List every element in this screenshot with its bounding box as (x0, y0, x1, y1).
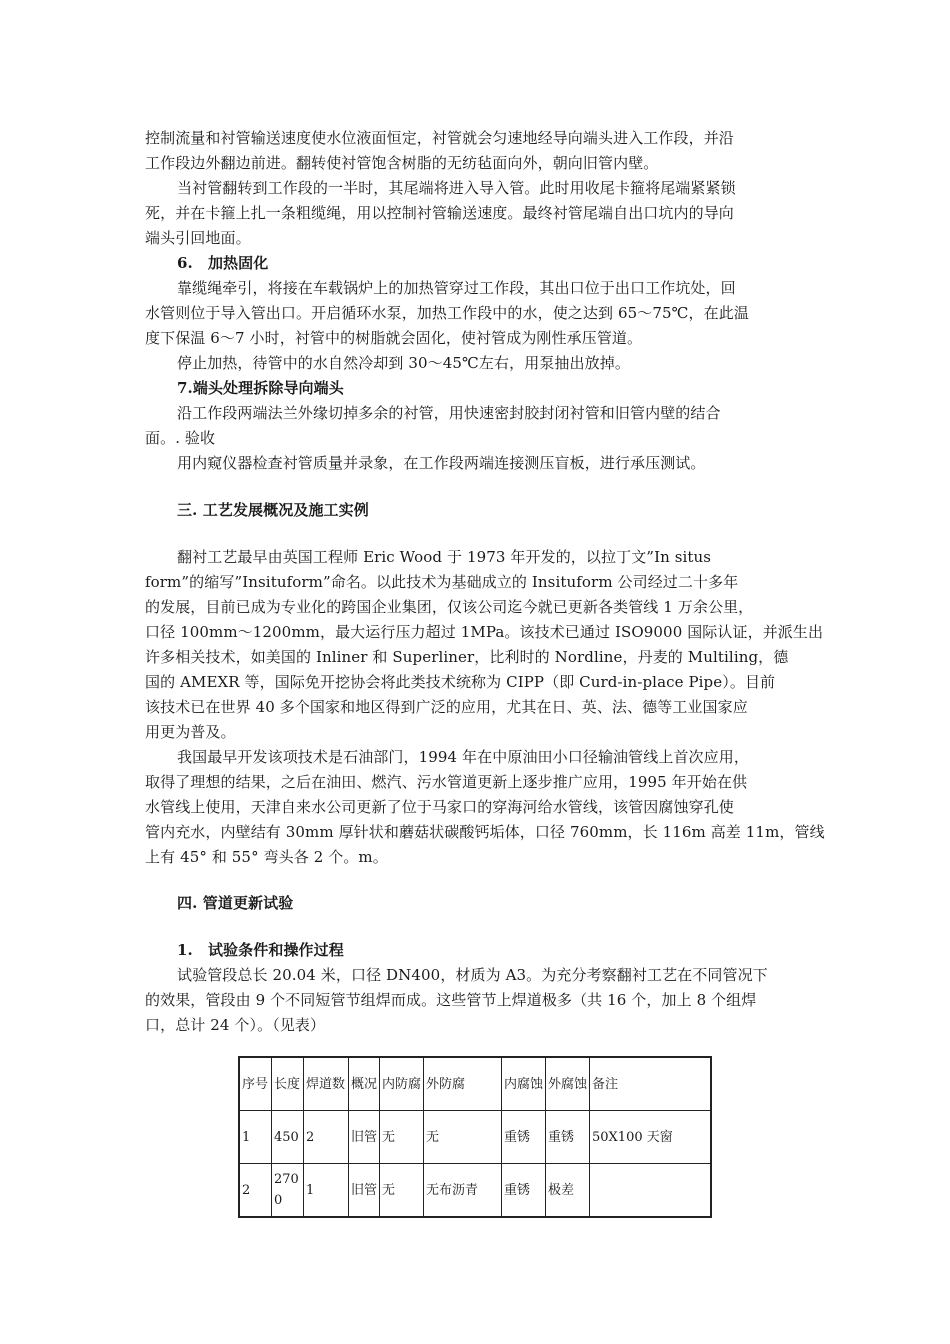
table-cell: 极差 (546, 1164, 590, 1218)
paragraph-line: 的效果，管段由 9 个不同短管节组焊而成。这些管节上焊道极多（共 16 个，加上 8 个组焊 (145, 991, 757, 1009)
pipe-section-table (238, 1056, 712, 1218)
paragraph-line: 取得了理想的结果，之后在油田、燃汽、污水管道更新上逐步推广应用，1995 年开始在供 (145, 773, 748, 791)
table-header-row (239, 1057, 711, 1111)
table-cell (590, 1164, 712, 1218)
section-heading: 6. 加热固化 (177, 254, 269, 272)
table-header-cell: 备注 (590, 1057, 712, 1111)
table-cell: 450 (272, 1111, 304, 1164)
paragraph-line: 该技术已在世界 40 多个国家和地区得到广泛的应用，尤其在日、英、法、德等工业国家应 (145, 698, 748, 716)
paragraph-line: 试验管段总长 20.04 米，口径 DN400，材质为 A3。为充分考察翻衬工艺在不同管况下 (177, 966, 768, 984)
paragraph-line: 上有 45° 和 55° 弯头各 2 个。m。 (145, 848, 388, 866)
table-cell: 2 (239, 1164, 272, 1218)
table-cell: 1 (304, 1164, 349, 1218)
table-cell: 重锈 (502, 1164, 546, 1218)
paragraph-line: 水管线上使用，天津自来水公司更新了位于马家口的穿海河给水管线，该管因腐蚀穿孔使 (145, 798, 734, 816)
table-cell: 2700 (272, 1164, 304, 1218)
paragraph-line: 靠缆绳牵引，将接在车载锅炉上的加热管穿过工作段，其出口位于出口工作坑处，回 (177, 279, 736, 297)
section-heading: 四. 管道更新试验 (177, 894, 294, 912)
table-cell: 重锈 (502, 1111, 546, 1164)
table-row (239, 1111, 711, 1164)
table-cell: 无布沥青 (424, 1164, 502, 1218)
paragraph-line: 翻衬工艺最早由英国工程师 Eric Wood 于 1973 年开发的，以拉丁文”In situs (177, 548, 712, 566)
table-header-cell: 内腐蚀 (502, 1057, 546, 1111)
paragraph-line: 停止加热，待管中的水自然冷却到 30～45℃左右，用泵抽出放掉。 (177, 354, 630, 372)
section-heading: 三. 工艺发展概况及施工实例 (177, 501, 369, 519)
table-header-cell: 外腐蚀 (546, 1057, 590, 1111)
paragraph-line: 死，并在卡箍上扎一条粗缆绳，用以控制衬管输送速度。最终衬管尾端自出口坑内的导向 (145, 204, 734, 222)
paragraph-line: form”的缩写”Insituform”命名。以此技术为基础成立的 Insituform 公司经过二十多年 (145, 573, 739, 591)
table-cell: 无 (424, 1111, 502, 1164)
section-heading: 7.端头处理拆除导向端头 (177, 379, 344, 397)
paragraph-line: 当衬管翻转到工作段的一半时，其尾端将进入导入管。此时用收尾卡箍将尾端紧紧锁 (177, 179, 736, 197)
table-cell: 1 (239, 1111, 272, 1164)
paragraph-line: 控制流量和衬管输送速度使水位液面恒定，衬管就会匀速地经导向端头进入工作段，并沿 (145, 129, 734, 147)
table-header-cell: 焊道数 (304, 1057, 349, 1111)
table-cell: 无 (380, 1111, 424, 1164)
paragraph-line: 用更为普及。 (145, 723, 236, 741)
table-cell: 旧管 (349, 1111, 380, 1164)
table-header-cell: 内防腐 (380, 1057, 424, 1111)
paragraph-line: 的发展，目前已成为专业化的跨国企业集团，仅该公司迄今就已更新各类管线 1 万余公里， (145, 598, 754, 616)
paragraph-line: 口径 100mm～1200mm，最大运行压力超过 1MPa。该技术已通过 ISO9000 国际认证，并派生出 (145, 623, 824, 641)
section-heading: 1. 试验条件和操作过程 (177, 941, 344, 959)
paragraph-line: 水管则位于导入管出口。开启循环水泵，加热工作段中的水，使之达到 65～75℃，在此温 (145, 304, 749, 322)
table-row (239, 1164, 711, 1218)
paragraph-line: 我国最早开发该项技术是石油部门，1994 年在中原油田小口径输油管线上首次应用， (177, 748, 749, 766)
paragraph-line: 管内充水，内壁结有 30mm 厚针状和蘑菇状碳酸钙垢体，口径 760mm，长 116m 高差 11m，管线 (145, 823, 825, 841)
table-cell: 50X100 天窗 (590, 1111, 712, 1164)
table-header-cell: 外防腐 (424, 1057, 502, 1111)
table-cell: 2 (304, 1111, 349, 1164)
paragraph-line: 端头引回地面。 (145, 229, 251, 247)
table-header-cell: 长度 (272, 1057, 304, 1111)
paragraph-line: 度下保温 6～7 小时，衬管中的树脂就会固化，使衬管成为刚性承压管道。 (145, 329, 643, 347)
table-cell: 重锈 (546, 1111, 590, 1164)
paragraph-line: 用内窥仪器检查衬管质量并录象，在工作段两端连接测压盲板，进行承压测试。 (177, 454, 706, 472)
paragraph-line: 工作段边外翻边前进。翻转使衬管饱含树脂的无纺毡面向外，朝向旧管内壁。 (145, 154, 659, 172)
paragraph-line: 口，总计 24 个）。（见表） (145, 1016, 326, 1034)
paragraph-line: 沿工作段两端法兰外缘切掉多余的衬管，用快速密封胶封闭衬管和旧管内壁的结合 (177, 404, 721, 422)
table-header-cell: 序号 (239, 1057, 272, 1111)
table-cell: 旧管 (349, 1164, 380, 1218)
table-cell: 无 (380, 1164, 424, 1218)
paragraph-line: 国的 AMEXR 等，国际免开挖协会将此类技术统称为 CIPP（即 Curd-in-place Pipe）。目前 (145, 673, 776, 691)
paragraph-line: 面。. 验收 (145, 429, 216, 447)
paragraph-line: 许多相关技术，如美国的 Inliner 和 Superliner，比利时的 Nordline，丹麦的 Multiling，德 (145, 648, 789, 666)
table-header-cell: 概况 (349, 1057, 380, 1111)
